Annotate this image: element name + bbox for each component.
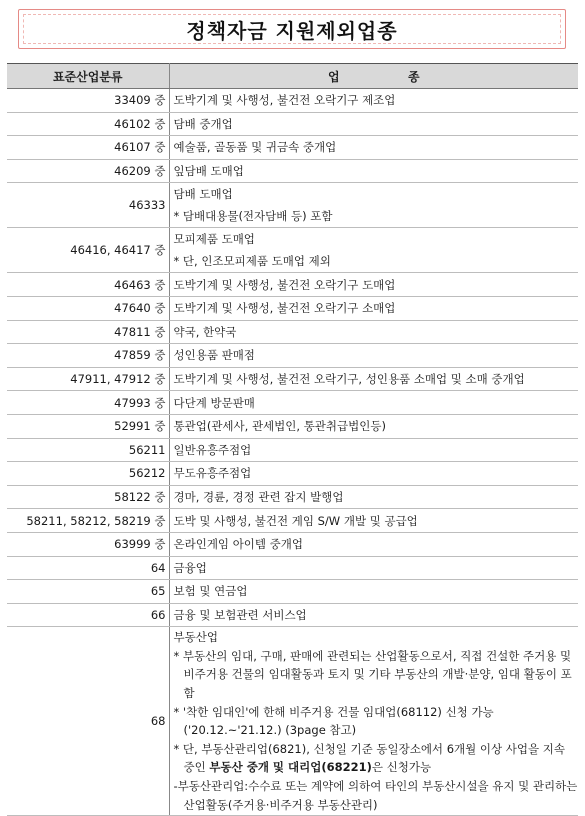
row-industry-text: 담배 도매업 — [173, 187, 233, 202]
header-industry-a: 업 — [327, 69, 340, 84]
row-description — [169, 112, 578, 136]
row-description — [169, 603, 578, 627]
row-industry-text: 무도유흥주점업 — [173, 466, 252, 481]
row-code: 47811 중 — [7, 320, 169, 344]
table-row — [7, 414, 578, 438]
row-code: 56212 — [7, 462, 169, 486]
row-industry-text: 도박기계 및 사행성, 불건전 오락기구 도매업 — [173, 277, 396, 292]
row-description — [169, 228, 578, 273]
row-description — [169, 296, 578, 320]
row-industry-text: 금융 및 보험관련 서비스업 — [173, 607, 307, 622]
row-description — [169, 509, 578, 533]
realestate-note-1: * 부동산의 임대, 구매, 판매에 관련되는 산업활동으로서, 직접 건설한 주거용 및 비주거용 건물의 임대활동과 토지 및 기타 부동산의 개발·분양, 임대 활동이 포함 — [173, 648, 572, 701]
title-inner-frame — [23, 14, 561, 44]
excluded-industries-table — [7, 63, 578, 816]
row-industry-text: 담배 중개업 — [173, 116, 233, 131]
row-note-text: * 담배대용물(전자담배 등) 포함 — [173, 209, 333, 224]
realestate-note-3-bold: 부동산 중개 및 대리업(68221) — [209, 760, 372, 775]
table-row — [7, 344, 578, 368]
table-row — [7, 183, 578, 228]
row-description — [169, 485, 578, 509]
table-row — [7, 485, 578, 509]
row-description — [169, 532, 578, 556]
table-row — [7, 556, 578, 580]
row-industry-text: 통관업(관세사, 관세법인, 통관취급법인등) — [173, 419, 386, 434]
row-industry-text: 약국, 한약국 — [173, 324, 237, 339]
row-code: 58122 중 — [7, 485, 169, 509]
table-row — [7, 438, 578, 462]
table-row — [7, 509, 578, 533]
table-row — [7, 603, 578, 627]
row-description — [169, 136, 578, 160]
table-row — [7, 320, 578, 344]
row-code: 46209 중 — [7, 159, 169, 183]
table-row — [7, 112, 578, 136]
row-code: 68 — [7, 627, 169, 816]
row-code: 46463 중 — [7, 273, 169, 297]
row-description — [169, 89, 578, 113]
row-industry-text: 금융업 — [173, 560, 207, 575]
row-code: 33409 중 — [7, 89, 169, 113]
row-industry-text: 도박기계 및 사행성, 불건전 오락기구 소매업 — [173, 301, 396, 316]
realestate-title: 부동산업 — [173, 630, 218, 645]
row-note-text: * 단, 인조모피제품 도매업 제외 — [173, 254, 331, 269]
row-industry-text: 모피제품 도매업 — [173, 232, 255, 247]
table-row — [7, 89, 578, 113]
row-description — [169, 183, 578, 228]
row-description — [169, 438, 578, 462]
row-industry-text: 경마, 경륜, 경정 관련 잡지 발행업 — [173, 490, 344, 505]
row-description — [169, 159, 578, 183]
row-code: 52991 중 — [7, 414, 169, 438]
row-code: 46107 중 — [7, 136, 169, 160]
row-description — [169, 391, 578, 415]
row-code: 58211, 58212, 58219 중 — [7, 509, 169, 533]
row-description — [169, 580, 578, 604]
row-industry-text: 예술품, 골동품 및 귀금속 중개업 — [173, 140, 337, 155]
row-code: 47911, 47912 중 — [7, 367, 169, 391]
table-row — [7, 296, 578, 320]
row-description — [169, 462, 578, 486]
header-industry-b: 종 — [407, 69, 420, 84]
table-row — [7, 228, 578, 273]
row-industry-text: 일반유흥주점업 — [173, 442, 252, 457]
row-industry-text: 다단계 방문판매 — [173, 395, 255, 410]
table-row — [7, 273, 578, 297]
row-code: 46102 중 — [7, 112, 169, 136]
realestate-note-4: -부동산관리업:수수료 또는 계약에 의하여 타인의 부동산시설을 유지 및 관리하는 산업활동(주거용·비주거용 부동산관리) — [173, 779, 578, 812]
row-industry-text: 도박 및 사행성, 불건전 게임 S/W 개발 및 공급업 — [173, 513, 418, 528]
row-code: 46416, 46417 중 — [7, 228, 169, 273]
row-code: 63999 중 — [7, 532, 169, 556]
row-description — [169, 414, 578, 438]
table-row — [7, 136, 578, 160]
row-code: 47640 중 — [7, 296, 169, 320]
row-industry-text: 온라인게임 아이템 중개업 — [173, 537, 304, 552]
row-industry-text: 성인용품 판매점 — [173, 348, 255, 363]
row-code: 46333 — [7, 183, 169, 228]
realestate-note-3a: * 단, 부동산관리업(6821), 신청일 기준 동일장소에서 6개월 이상 사업을 지속 중인 — [173, 741, 565, 775]
table-row — [7, 580, 578, 604]
page-title: 정책자금 지원제외업종 — [186, 18, 398, 43]
row-code: 65 — [7, 580, 169, 604]
row-industry-text: 도박기계 및 사행성, 불건전 오락기구, 성인용품 소매업 및 소매 중개업 — [173, 372, 525, 387]
header-industry — [169, 64, 578, 89]
row-code: 56211 — [7, 438, 169, 462]
row-description — [169, 344, 578, 368]
row-code: 47859 중 — [7, 344, 169, 368]
row-code: 64 — [7, 556, 169, 580]
table-row-realestate — [7, 627, 578, 816]
realestate-note-2: * '착한 임대인'에 한해 비주거용 건물 임대업(68112) 신청 가능 ('20.12.~'21.12.) (3page 참고) — [173, 704, 494, 738]
row-description — [169, 556, 578, 580]
table-header-row — [7, 64, 578, 89]
row-description — [169, 627, 578, 816]
row-description — [169, 273, 578, 297]
table-row — [7, 532, 578, 556]
table-row — [7, 391, 578, 415]
header-classification: 표준산업분류 — [7, 64, 169, 89]
table-row — [7, 462, 578, 486]
table-row — [7, 159, 578, 183]
title-box — [18, 9, 566, 49]
table-row — [7, 367, 578, 391]
row-description — [169, 367, 578, 391]
realestate-note-3b: 은 신청가능 — [371, 760, 432, 775]
row-code: 47993 중 — [7, 391, 169, 415]
row-industry-text: 도박기계 및 사행성, 불건전 오락기구 제조업 — [173, 93, 396, 108]
row-industry-text: 잎담배 도매업 — [173, 164, 244, 179]
row-industry-text: 보험 및 연금업 — [173, 584, 248, 599]
realestate-note-3 — [174, 740, 579, 777]
row-code: 66 — [7, 603, 169, 627]
row-description — [169, 320, 578, 344]
